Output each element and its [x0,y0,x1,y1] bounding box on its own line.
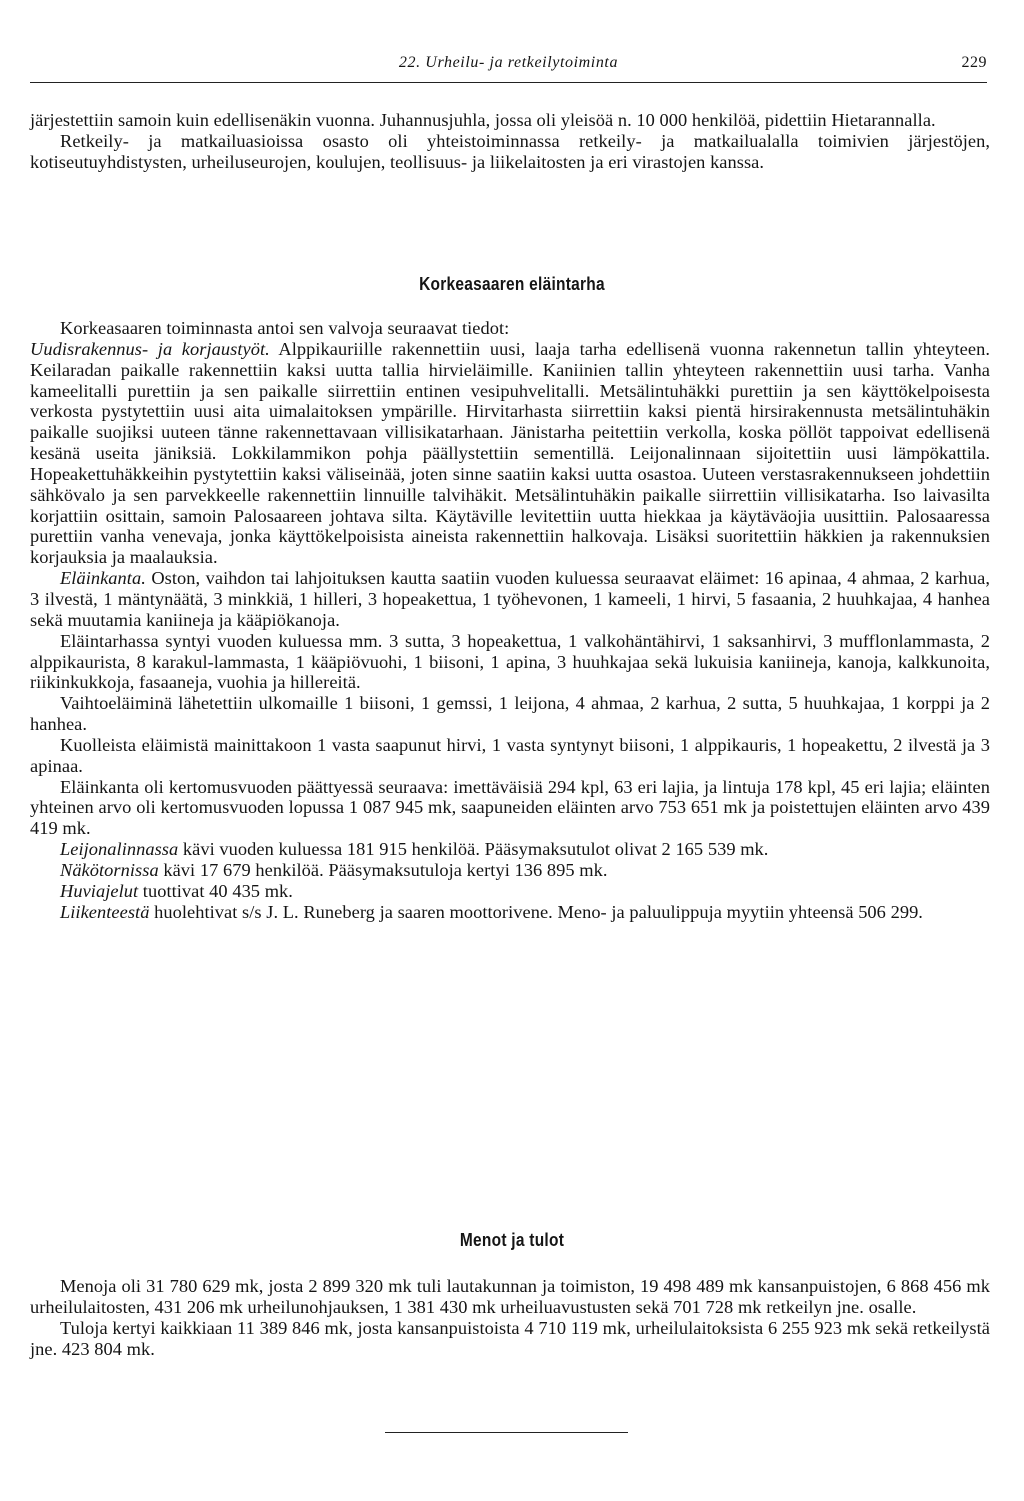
paragraph-animals-dead: Kuolleista eläimistä mainittakoon 1 vasta saapunut hirvi, 1 vasta syntynyt biisoni, 1 alppikauris, 1 hopeakettu, 2 ilvestä ja 3 apinaa. [30,734,990,776]
observation-tower-lead: Näkötornissa [60,859,159,880]
paragraph-pleasure-rides [30,881,990,902]
running-header [30,52,987,83]
page-number: 229 [961,54,987,71]
footer-rule [385,1432,628,1433]
animal-stock-lead: Eläinkanta. [60,568,146,589]
paragraph-observation-tower [30,860,990,881]
pleasure-rides-text: tuottivat 40 435 mk. [138,880,293,901]
paragraph-year-end-stock: Eläinkanta oli kertomusvuoden päättyessä seuraava: imettäväisiä 294 kpl, 63 eri lajia, ja lintuja 178 kpl, 45 eri lajia; eläinten yhteinen arvo oli kertomusvuoden lopussa 1 087 945 mk, saapuneiden eläinten arvo 753 651 mk ja poistettujen eläinten arvo 439 419 mk. [30,776,990,839]
paragraph-construction-works [30,339,990,568]
traffic-text: huolehtivat s/s J. L. Runeberg ja saaren moottorivene. Meno- ja paluulippuja myytiin yhteensä 506 299. [149,901,923,922]
paragraph-animal-stock [30,568,990,631]
construction-works-text: Alppikauriille rakennettiin uusi, laaja tarha edellisenä vuonna rakennetun tallin yhteyteen. Keilaradan paikalle rakennettiin kaksi uutta tallia hirvieläimille. Kaniinien tallin yhteyteen rakennettiin uusi tarha. Vanha kameelitalli purettiin ja sen paikalle siirrettiin entinen vesipuhvelitalli. Metsälintuhäkki purettiin ja sen käyttökelpoisesta verkosta pystytettiin uusi aita uimalaitoksen ympärille. Hirvitarhasta siirrettiin kaksi pientä hirsirakennusta metsälintuhäkin paikalle suojiksi uuteen tänne rakennettavaan villisikatarhaan. Jänistarha peitettiin verkolla, koska pöllöt tappoivat edellisenä kesänä useita jäniksiä. Lokkilammikon pohja päällystettiin sementillä. Leijonalinnaan sijoitettiin uusi lämpökattila. Hopeakettuhäkkeihin pystytettiin kaksi väliseinää, joten sinne saatiin kaksi uutta osastoa. Uuteen verstasrakennukseen johdettiin sähkövalo ja sen parvekkeelle rakennettiin linnuille talvihäkit. Metsälintuhäkin paikalle siirrettiin villisikatarha. Iso laivasilta korjattiin osittain, samoin Palosaareen johtava silta. Käytäville levitettiin uutta hiekkaa ja käytäväojia uusittiin. Palosaaressa purettiin vanha venevaja, jonka käyttökelpoisista aineista rakennettiin halkovaja. Lisäksi suoritettiin häkkien ja rakennuksien korjauksia ja maalauksia. [30,338,990,568]
observation-tower-text: kävi 17 679 henkilöä. Pääsymaksutuloja kertyi 136 895 mk. [158,859,608,880]
paragraph-outdoor-cooperation: Retkeily- ja matkailuasioissa osasto oli yhteistoiminnassa retkeily- ja matkailualalla toimivien järjestöjen, kotiseutuyhdistysten, urheiluseurojen, koulujen, teollisuus- ja liikelaitosten ja eri virastojen kanssa. [30,130,990,172]
paragraph-expenses: Menoja oli 31 780 629 mk, josta 2 899 320 mk tuli lautakunnan ja toimiston, 19 498 489 mk kansanpuistojen, 6 868 456 mk urheilulaitosten, 431 206 mk urheilunohjauksen, 1 381 430 mk urheiluavustusten sekä 701 728 mk retkeilyn jne. osalle. [30,1276,990,1317]
traffic-lead: Liikenteestä [60,901,150,922]
running-title: 22. Urheilu- ja retkeilytoiminta [398,54,619,71]
paragraph-animals-born: Eläintarhassa syntyi vuoden kuluessa mm. 3 sutta, 3 hopeakettua, 1 valkohäntähirvi, 1 saksanhirvi, 3 mufflonlammasta, 2 alppikauristа, 8 karakul-lammasta, 1 kääpiövuohi, 1 biisoni, 1 apina, 3 huuhkajaa sekä lukuisia kaniineja, kanoja, kalkkunoita, riikinkukkoja, fasaaneja, vuohia ja hillereitä. [30,630,990,693]
paragraph-lion-castle [30,839,990,860]
lion-castle-text: kävi vuoden kuluessa 181 915 henkilöä. Pääsymaksutulot olivat 2 165 539 mk. [178,839,769,860]
pleasure-rides-lead: Huviajelut [60,880,139,901]
animal-stock-text: Oston, vaihdon tai lahjoituksen kautta saatiin vuoden kuluessa seuraavat eläimet: 16 apinaa, 4 ahmaa, 2 karhua, 3 ilvestä, 1 mäntynäätä, 3 minkkiä, 1 hilleri, 3 hopeakettua, 1 työhevonen, 1 kameeli, 1 hirvi, 5 fasaania, 2 huuhkajaa, 4 hanhea sekä muutamia kaniineja ja kääpiökanoja. [30,568,990,630]
finance-section-body [30,1276,990,1359]
intro-text [30,110,990,173]
paragraph-traffic [30,902,990,923]
section-heading-expenses-income: Menot ja tulot [459,1230,565,1250]
paragraph-zoo-intro: Korkeasaaren toiminnasta antoi sen valvoja seuraavat tiedot: [60,318,510,338]
section-heading-zoo: Korkeasaaren eläintarha [419,274,605,294]
paragraph-animals-exchanged: Vaihtoeläiminä lähetettiin ulkomaille 1 biisoni, 1 gemssi, 1 leijona, 4 ahmaa, 2 karhua, 2 sutta, 5 huuhkajaa, 1 korppi ja 2 hanhea. [30,693,990,735]
lion-castle-lead: Leijonalinnassa [60,839,179,860]
zoo-section-body [30,318,990,922]
paragraph-intro-continued: järjestettiin samoin kuin edellisenäkin vuonna. Juhannusjuhla, jossa oli yleisöä n. 10 000 henkilöä, pidettiin Hietarannalla. [30,110,936,130]
construction-works-lead: Uudisrakennus- ja korjaustyöt. [30,338,270,359]
paragraph-income: Tuloja kertyi kaikkiaan 11 389 846 mk, josta kansanpuistoista 4 710 119 mk, urheilulaitoksista 6 255 923 mk sekä retkeilystä jne. 423 804 mk. [30,1317,990,1359]
